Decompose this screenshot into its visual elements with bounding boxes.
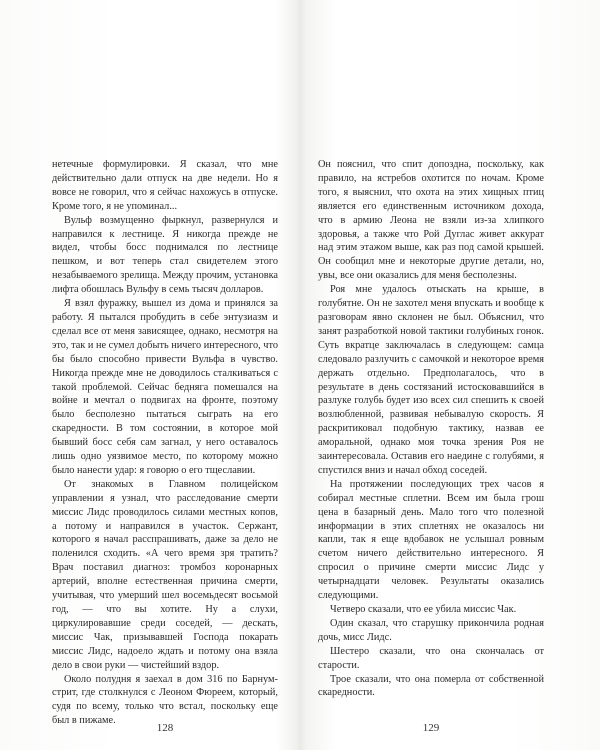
paragraph: Четверо сказали, что ее убила миссис Чак. (330, 604, 517, 615)
page-number-right: 129 (422, 722, 440, 734)
right-page (318, 158, 544, 700)
paragraph: Шестеро сказали, что она скончалась от старости. (318, 645, 544, 671)
paragraph: Он пояснил, что спит допоздна, поскольку, как правило, на ястребов охотится по ночам. Кроме того, я выяснил, что охота на этих хищных птиц является его единственным источником дохода, что в армию Леона не взяли из-за хлипкого здоровья, а также что Рой Дуглас живет аккурат над этим этажом выше, как раз под самой крышей. Он сообщил мне и некоторые другие детали, но, увы, все они оказались для меня бесполезны. (318, 159, 544, 282)
paragraph: Роя мне удалось отыскать на крыше, в голубятне. Он не захотел меня впускать и вообще к разговорам явно склонен не был. Объяснил, что занят разработкой новой тактики голубиных гонок. Суть вкратце заключалась в следующем: самца следовало разлучить с самочкой и некоторое время держать отдельно. Предполагалось, что в результате в день состязаний истосковавшийся в разлуке голубь будет изо всех сил спешить к своей возлюбленной, развивая небывалую скорость. Я раскритиковал подобную тактику, назвав ее аморальной, однако моя точка зрения Роя не заинтересовала. Оставив его наедине с голубями, я спустился вниз и начал обход соседей. (318, 284, 544, 476)
paragraph: нетечные формулировки. Я сказал, что мне действительно дали отпуск на две недели. Но я вовсе не говорил, что я сейчас нахожусь в отпуске. Кроме того, я не упоминал... (52, 159, 278, 212)
paragraph: Я взял фуражку, вышел из дома и принялся за работу. Я пытался пробудить в себе энтузиазм и сделал все от меня зависящее, однако, несмотря на это, так и не сумел добыть ничего интересного, что бы было способно привести Вульфа в чувство. Никогда прежде мне не доводилось сталкиваться с такой проблемой. Сейчас бедняга помешался на войне и мечтал о подвигах на фронте, поэтому было бесполезно пытаться сыграть на его скаредности. В том состоянии, в которое мой бывший босс себя сам загнал, у него оставалось лишь одно уязвимое место, по которому можно было нанести удар: я говорю о его тщеславии. (52, 298, 278, 476)
paragraph: Трое сказали, что она померла от собственной скаредности. (318, 673, 544, 699)
paragraph: Около полудня я заехал в дом 316 по Барнум-стрит, где столкнулся с Леоном Фюреем, который, судя по всему, только что встал, поскольку еще был в пижаме. (52, 673, 278, 727)
paragraph: От знакомых в Главном полицейском управлении я узнал, что расследование смерти миссис Лидс проводилось силами местных копов, а потому и направился в участок. Сержант, которого я начал расспрашивать, даже за дело не поленился сходить. «А чего время зря тратить? Врач поставил диагноз: тромбоз коронарных артерий, вполне естественная причина смерти, учитывая, что умерший шел восемьдесят восьмой год, — что вы хотите. Ну а слухи, циркулировавшие среди соседей, — дескать, миссис Чак, призывавшей Господа покарать миссис Лидс, надоело ждать и потому она взяла дело в свои руки — чистейший вздор. (52, 478, 278, 671)
left-page (52, 158, 278, 728)
paragraph: Один сказал, что старушку прикончила родная дочь, мисс Лидс. (318, 617, 544, 643)
paragraph: На протяжении последующих трех часов я собирал местные сплетни. Всем им была грош цена в базарный день. Мало того что полезной информации в этих сплетнях не оказалось ни капли, так я еще вдобавок не услышал ровным счетом ничего действительно интересного. Я спросил о причине смерти миссис Лидс у четырнадцати человек. Результаты оказались следующими. (318, 478, 544, 602)
page-number-left: 128 (156, 722, 174, 734)
paragraph: Вульф возмущенно фыркнул, развернулся и направился к лестнице. Я никогда прежде не видел, чтобы босс поднимался по лестнице пешком, и вот теперь стал свидетелем этого незабываемого зрелища. Между прочим, установка лифта обошлась Вульфу в семь тысяч долларов. (52, 214, 278, 296)
